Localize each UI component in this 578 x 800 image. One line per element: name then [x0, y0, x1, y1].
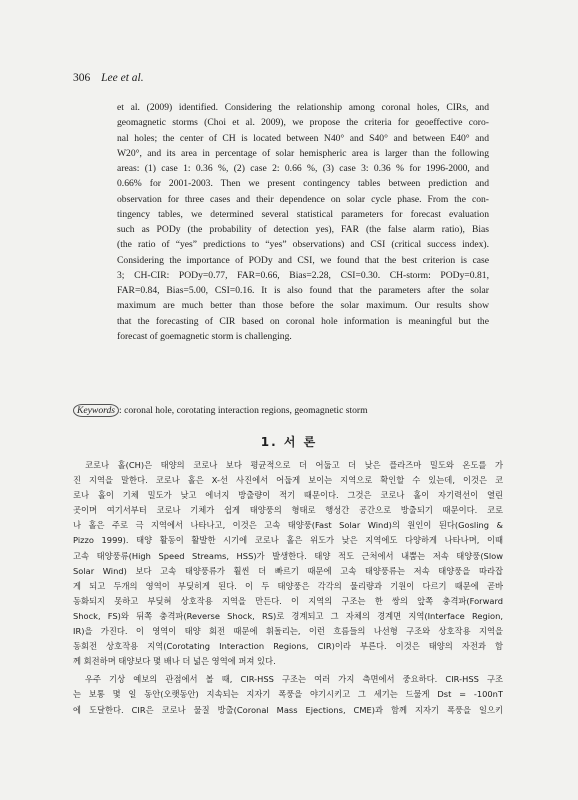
abstract-line: observation for three cases and their dependence on solar cycle phase. From the con-	[117, 193, 489, 205]
body-line: 곳이며 여기서부터 코로나 기체가 쉽게 태양풍의 형태로 행성간 공간으로 방출되기 때문이다. 코로	[73, 505, 503, 516]
body-line: Solar Wind) 보다 고속 태양풍류가 훨씬 더 빠르기 때문에 고속 태양풍류는 저속 태양풍을 따라잡	[73, 565, 503, 576]
abstract-line: such as PODy (the probability of detection yes), FAR (the false alarm ratio), Bias	[117, 224, 489, 235]
body-line: 에 도달한다. CIR은 코로나 물질 방출(Coronal Mass Ejections, CME)과 함께 지자기 폭풍을 일으키	[73, 704, 503, 715]
body-line: 나 홀은 주로 극 지역에서 나타나고, 이것은 고속 태양풍(Fast Solar Wind)의 원인이 된다(Gosling &	[73, 520, 503, 531]
body-line: 진 지역을 말한다. 코로나 홀은 X-선 사진에서 어둡게 보이는 지역으로 확인할 수 있는데, 이것은 코	[73, 475, 503, 486]
body-line: Pizzo 1999). 태양 활동이 활발한 시기에 코로나 홀은 위도가 낮은 지역에도 다양하게 나타나며, 이때	[73, 535, 503, 546]
page-header	[73, 72, 144, 84]
body-line: 고속 태양풍류(High Speed Streams, HSS)가 발생한다. 태양 적도 근처에서 내뿜는 저속 태양풍(Slow	[73, 550, 503, 561]
body-line: 로나 홀이 기체 밀도가 낮고 에너지 방출량이 적기 때문이다. 그것은 코로나 홀이 자기력선이 열린	[73, 490, 503, 501]
abstract-line: geomagnetic storms (Choi et al. 2009), we propose the criteria for geoeffective coro-	[117, 117, 489, 129]
body-line: 동화되지 못하고 부딪혀 상호작용 지역을 만든다. 이 지역의 구조는 한 쌍의 앞쪽 충격파(Forward	[73, 595, 503, 606]
abstract-line: Considering the importance of PODy and CSI, we found that the best criterion is case	[117, 254, 489, 266]
body-line: 동회전 상호작용 지역(Corotating Interaction Regions, CIR)이라 부른다. 이것은 태양의 자전과 함	[73, 641, 503, 652]
abstract-line: (the ratio of “yes” predictions to “yes” observations) and CSI (critical success index).	[117, 239, 489, 251]
abstract-line: forecast of goemagnetic storm is challenging.	[117, 330, 292, 342]
abstract-body	[117, 100, 489, 344]
abstract-line: areas: (1) case 1: 0.36 %, (2) case 2: 0.66 %, (3) case 3: 0.36 % for 1996-2000, and	[117, 163, 489, 174]
page-number: 306	[73, 72, 91, 84]
keywords-label: Keywords	[73, 404, 119, 417]
keywords-line	[76, 405, 368, 416]
keywords-text: : coronal hole, corotating interaction regions, geomagnetic storm	[119, 405, 368, 416]
abstract-line: et al. (2009) identified. Considering the relationship among coronal holes, CIRs, and	[117, 102, 489, 113]
abstract-line: 0.66% for 2001-2003. Then we present contingency tables between prediction and	[117, 178, 489, 190]
body-line: IR)을 가진다. 이 영역이 태양 회전 때문에 휘돌리는, 이런 흐름들의 나선형 구조와 상호작용 지역을	[73, 626, 503, 637]
abstract-line: nal holes; the center of CH is located between N40° and S40° and between E40° and	[117, 132, 489, 144]
introduction-body	[73, 458, 503, 718]
abstract-line: maximum are much better than those before the solar maximum. Our results show	[117, 300, 489, 312]
abstract-line: W20°, and its area in percentage of solar hemispheric area is larger than the following	[117, 147, 489, 159]
abstract-line: tingency tables, we determined several statistical parameters for forecast evaluation	[117, 208, 489, 220]
body-line: 코로나 홀(CH)은 태양의 코로나 보다 평균적으로 더 어둡고 더 낮은 플라즈마 밀도와 온도를 가	[85, 460, 503, 470]
body-line: 께 회전하며 태양보다 몇 배나 더 넓은 영역에 퍼져 있다.	[73, 656, 276, 667]
body-line: 우주 기상 예보의 관점에서 볼 때, CIR-HSS 구조는 여러 가지 측면에서 중요하다. CIR-HSS 구조	[85, 674, 503, 685]
section-heading: 1. 서 론	[260, 435, 318, 449]
body-line: Shock, FS)와 뒤쪽 충격파(Reverse Shock, RS)로 경계되고 그 자체의 경계면 지역(Interface Region,	[73, 610, 503, 621]
abstract-line: that the forecasting of CIR based on coronal hole information is meaningful but the	[117, 315, 489, 327]
abstract-line: FAR=0.84, Bias=5.00, CSI=0.16. It is also found that the parameters after the solar	[117, 285, 489, 296]
body-line: 는 보통 몇 일 동안(오랫동안) 지속되는 지자기 폭풍을 야기시키고 그 세기는 드물게 Dst = -100nT	[73, 689, 503, 700]
body-line: 게 되고 두개의 영역이 부딪히게 된다. 이 두 태양풍은 각각의 물리량과 기원이 다르기 때문에 곧바	[73, 580, 503, 591]
abstract-line: 3; CH-CIR: PODy=0.77, FAR=0.66, Bias=2.28, CSI=0.30. CH-storm: PODy=0.81,	[117, 269, 489, 281]
running-authors: Lee et al.	[101, 72, 144, 84]
